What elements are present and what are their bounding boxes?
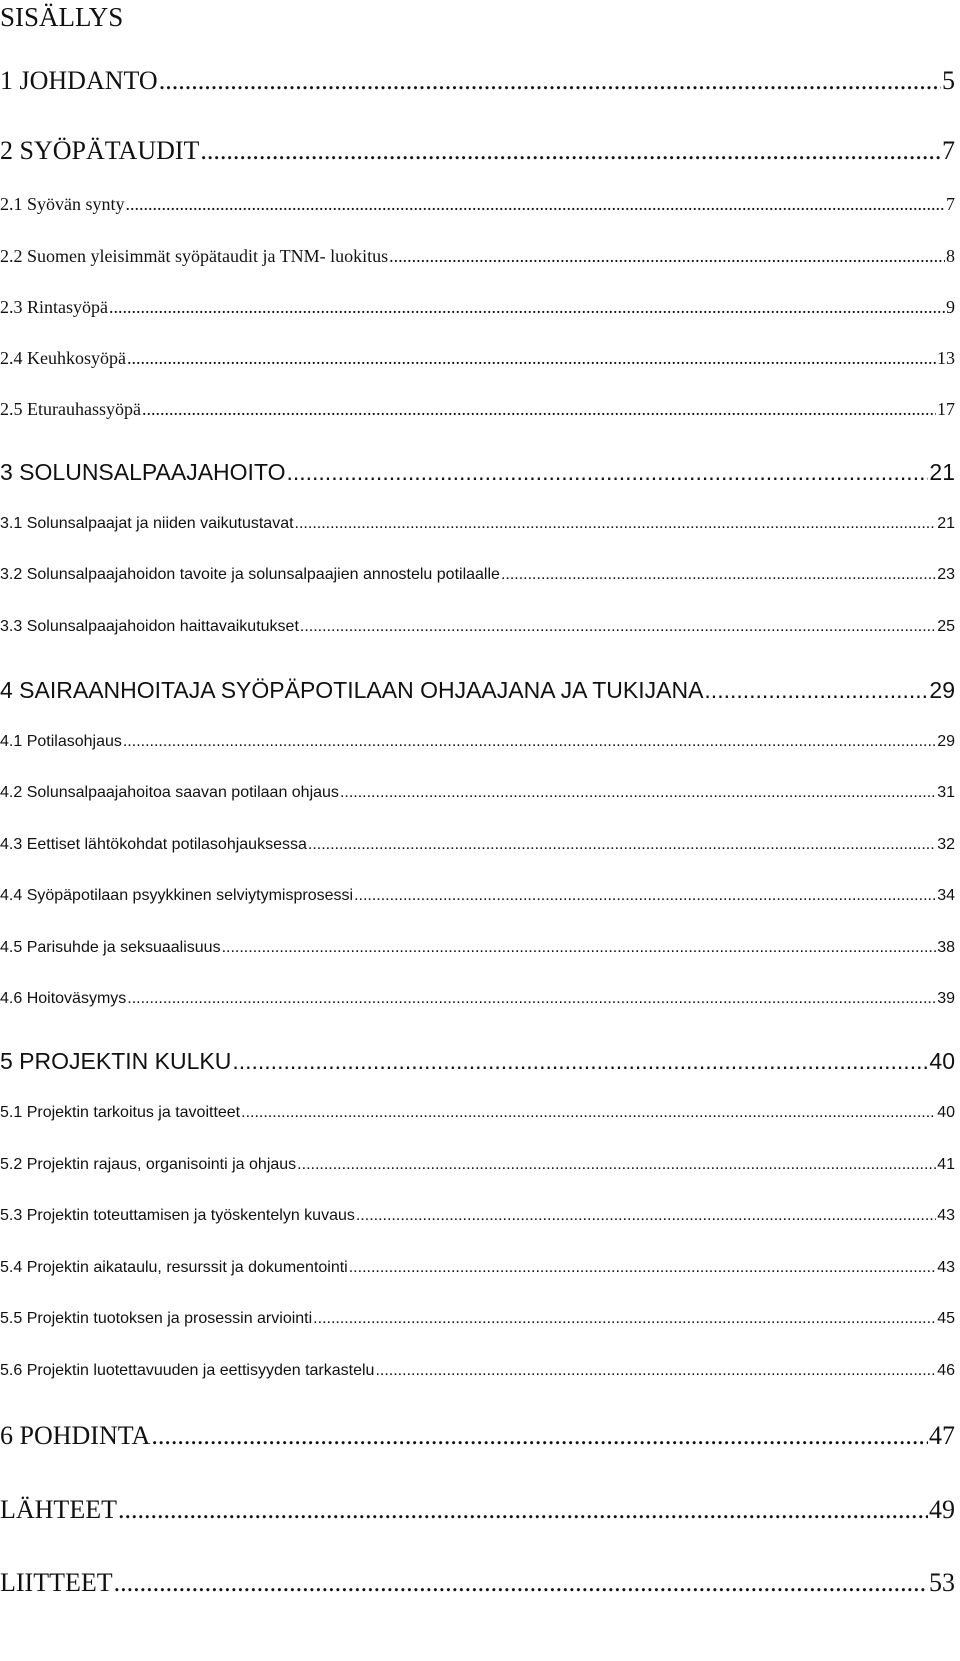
toc-entry-5-5[interactable] xyxy=(0,1308,955,1330)
toc-entry-label: 5.3 Projektin toteuttamisen ja työskentelyn kuvaus xyxy=(0,1207,355,1224)
toc-entry-page: 31 xyxy=(937,784,955,801)
toc-entry-2-5[interactable] xyxy=(0,398,955,420)
dot-leader xyxy=(295,513,937,535)
toc-entry-label: 3.2 Solunsalpaajahoidon tavoite ja solunsalpaajien annostelu potilaalle xyxy=(0,566,500,583)
dot-leader xyxy=(109,296,945,318)
toc-entry-page: 45 xyxy=(937,1310,955,1327)
toc-entry-4-3[interactable] xyxy=(0,834,955,856)
dot-leader xyxy=(286,457,928,487)
toc-entry-page: 7 xyxy=(942,136,955,165)
toc-entry-page: 47 xyxy=(929,1421,955,1450)
toc-entry-label: 5.1 Projektin tarkoitus ja tavoitteet xyxy=(0,1104,241,1121)
toc-entry-page: 32 xyxy=(937,836,955,853)
toc-entry-page: 53 xyxy=(929,1568,955,1597)
toc-entry-page: 21 xyxy=(929,459,955,485)
dot-leader xyxy=(127,988,936,1010)
toc-entry-4-2[interactable] xyxy=(0,782,955,804)
toc-entry-1[interactable] xyxy=(0,66,955,96)
dot-leader xyxy=(354,885,936,907)
toc-entry-label: 2.1 Syövän synty xyxy=(0,194,125,214)
toc-entry-page: 9 xyxy=(946,297,955,317)
toc-entry-page: 40 xyxy=(929,1048,955,1074)
toc-entry-label: 3 SOLUNSALPAAJAHOITO xyxy=(0,459,286,485)
toc-entry-4-4[interactable] xyxy=(0,885,955,907)
dot-leader xyxy=(241,1102,936,1124)
toc-entry-4-6[interactable] xyxy=(0,988,955,1010)
toc-entry-5-2[interactable] xyxy=(0,1154,955,1176)
dot-leader xyxy=(313,1308,936,1330)
toc-entry-references[interactable] xyxy=(0,1495,955,1525)
toc-entry-label: 4.4 Syöpäpotilaan psyykkinen selviytymisprosessi xyxy=(0,887,354,904)
dot-leader xyxy=(297,1154,936,1176)
toc-entry-2-3[interactable] xyxy=(0,296,955,318)
dot-leader xyxy=(123,731,936,753)
toc-entry-3-1[interactable] xyxy=(0,513,955,535)
dot-leader xyxy=(375,1360,936,1382)
toc-entry-5-1[interactable] xyxy=(0,1102,955,1124)
toc-title: SISÄLLYS xyxy=(0,2,124,32)
toc-entry-label: 2.3 Rintasyöpä xyxy=(0,297,108,317)
toc-entry-label: 2.4 Keuhkosyöpä xyxy=(0,348,126,368)
toc-entry-page: 29 xyxy=(929,677,955,703)
toc-entry-page: 21 xyxy=(937,515,955,532)
toc-entry-2-1[interactable] xyxy=(0,193,955,215)
toc-entry-4[interactable] xyxy=(0,675,955,705)
toc-entry-label: 2.5 Eturauhassyöpä xyxy=(0,399,141,419)
toc-entry-page: 40 xyxy=(937,1104,955,1121)
toc-entry-page: 39 xyxy=(937,990,955,1007)
toc-entry-page: 23 xyxy=(937,566,955,583)
toc-entry-label: 5.4 Projektin aikataulu, resurssit ja dokumentointi xyxy=(0,1259,348,1276)
dot-leader xyxy=(349,1257,936,1279)
toc-entry-page: 34 xyxy=(937,887,955,904)
dot-leader xyxy=(159,66,941,96)
dot-leader xyxy=(356,1205,936,1227)
toc-entry-label: 4.3 Eettiset lähtökohdat potilasohjauksessa xyxy=(0,836,307,853)
toc-entry-label: 6 POHDINTA xyxy=(0,1421,151,1450)
toc-entry-label: 5 PROJEKTIN KULKU xyxy=(0,1048,232,1074)
toc-entry-5-6[interactable] xyxy=(0,1360,955,1382)
toc-entry-page: 38 xyxy=(937,939,955,956)
toc-entry-5[interactable] xyxy=(0,1046,955,1076)
toc-entry-appendices[interactable] xyxy=(0,1568,955,1598)
toc-entry-4-5[interactable] xyxy=(0,937,955,959)
toc-entry-label: 4.1 Potilasohjaus xyxy=(0,733,122,750)
toc-entry-3[interactable] xyxy=(0,457,955,487)
toc-entry-page: 7 xyxy=(946,194,955,214)
toc-entry-page: 43 xyxy=(937,1207,955,1224)
toc-entry-3-3[interactable] xyxy=(0,616,955,638)
toc-entry-2-4[interactable] xyxy=(0,347,955,369)
toc-entry-6[interactable] xyxy=(0,1421,955,1451)
toc-entry-label: 3.3 Solunsalpaajahoidon haittavaikutukset xyxy=(0,618,299,635)
toc-entry-label: 3.1 Solunsalpaajat ja niiden vaikutustavat xyxy=(0,515,294,532)
dot-leader xyxy=(340,782,936,804)
toc-entry-page: 46 xyxy=(937,1362,955,1379)
dot-leader xyxy=(501,564,936,586)
toc-entry-label: LÄHTEET xyxy=(0,1495,117,1524)
toc-entry-page: 17 xyxy=(937,399,955,419)
toc-entry-page: 41 xyxy=(937,1156,955,1173)
dot-leader xyxy=(126,193,945,215)
dot-leader xyxy=(704,675,928,705)
toc-entry-page: 13 xyxy=(937,348,955,368)
dot-leader xyxy=(200,136,941,166)
toc-entry-page: 29 xyxy=(937,733,955,750)
toc-entry-page: 49 xyxy=(929,1495,955,1524)
toc-entry-label: 4.5 Parisuhde ja seksuaalisuus xyxy=(0,939,221,956)
dot-leader xyxy=(127,347,936,369)
toc-entry-page: 8 xyxy=(946,246,955,266)
dot-leader xyxy=(151,1421,928,1451)
toc-entry-page: 43 xyxy=(937,1259,955,1276)
toc-entry-label: 2 SYÖPÄTAUDIT xyxy=(0,136,200,165)
toc-entry-label: 1 JOHDANTO xyxy=(0,66,158,95)
toc-entry-3-2[interactable] xyxy=(0,564,955,586)
toc-entry-label: 4.2 Solunsalpaajahoitoa saavan potilaan ohjaus xyxy=(0,784,339,801)
toc-entry-page: 25 xyxy=(937,618,955,635)
dot-leader xyxy=(389,245,945,267)
dot-leader xyxy=(232,1046,928,1076)
toc-entry-label: 4 SAIRAANHOITAJA SYÖPÄPOTILAAN OHJAAJANA JA TUKIJANA xyxy=(0,677,704,703)
toc-entry-2[interactable] xyxy=(0,136,955,166)
dot-leader xyxy=(300,616,936,638)
dot-leader xyxy=(114,1568,928,1598)
toc-entry-page: 5 xyxy=(942,66,955,95)
toc-entry-label: 5.6 Projektin luotettavuuden ja eettisyyden tarkastelu xyxy=(0,1362,375,1379)
toc-entry-4-1[interactable] xyxy=(0,731,955,753)
toc-entry-label: 5.2 Projektin rajaus, organisointi ja ohjaus xyxy=(0,1156,297,1173)
toc-entry-5-4[interactable] xyxy=(0,1257,955,1279)
dot-leader xyxy=(308,834,936,856)
dot-leader xyxy=(222,937,937,959)
toc-entry-label: 4.6 Hoitoväsymys xyxy=(0,990,127,1007)
toc-entry-5-3[interactable] xyxy=(0,1205,955,1227)
toc-entry-label: 2.2 Suomen yleisimmät syöpätaudit ja TNM- luokitus xyxy=(0,246,389,266)
toc-entry-label: 5.5 Projektin tuotoksen ja prosessin arviointi xyxy=(0,1310,313,1327)
toc-entry-label: LIITTEET xyxy=(0,1568,113,1597)
toc-entry-2-2[interactable] xyxy=(0,245,955,267)
dot-leader xyxy=(142,398,936,420)
dot-leader xyxy=(118,1495,928,1525)
